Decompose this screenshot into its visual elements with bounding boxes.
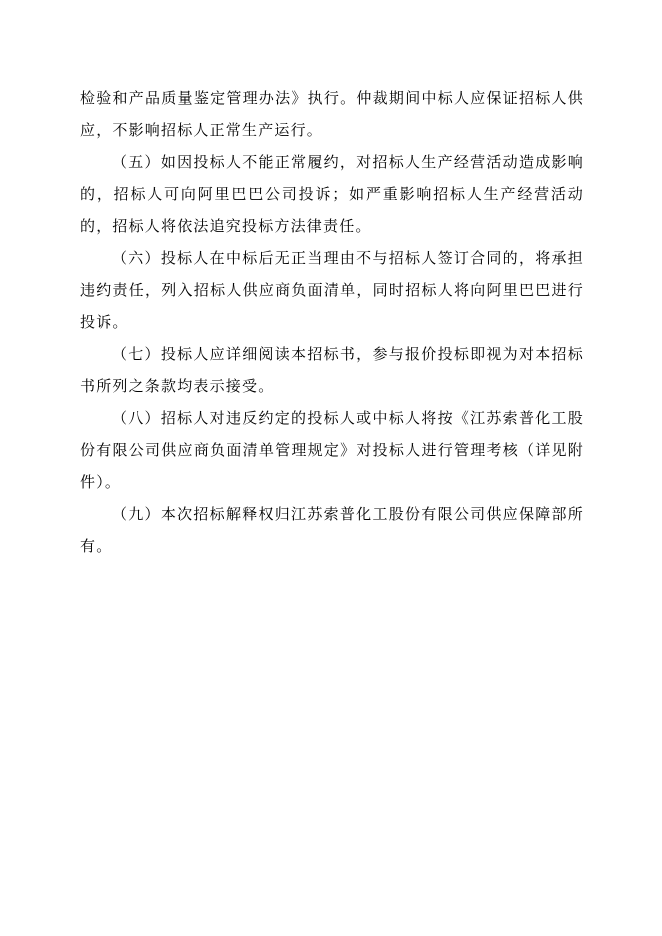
paragraph-item-8: （八）招标人对违反约定的投标人或中标人将按《江苏索普化工股份有限公司供应商负面清单管理规定》对投标人进行管理考核（详见附件）。 xyxy=(80,409,584,491)
paragraph-item-9: （九）本次招标解释权归江苏索普化工股份有限公司供应保障部所有。 xyxy=(80,505,584,555)
paragraph-item-5: （五）如因投标人不能正常履约，对招标人生产经营活动造成影响的，招标人可向阿里巴巴公司投诉；如严重影响招标人生产经营活动的，招标人将依法追究投标方法律责任。 xyxy=(80,153,584,235)
paragraph-item-6: （六）投标人在中标后无正当理由不与招标人签订合同的，将承担违约责任，列入招标人供应商负面清单，同时招标人将向阿里巴巴进行投诉。 xyxy=(80,249,584,331)
document-body xyxy=(80,82,584,562)
paragraph-continuation: 检验和产品质量鉴定管理办法》执行。仲裁期间中标人应保证招标人供应，不影响招标人正常生产运行。 xyxy=(80,89,584,139)
paragraph-item-7: （七）投标人应详细阅读本招标书，参与报价投标即视为对本招标书所列之条款均表示接受。 xyxy=(80,345,584,395)
